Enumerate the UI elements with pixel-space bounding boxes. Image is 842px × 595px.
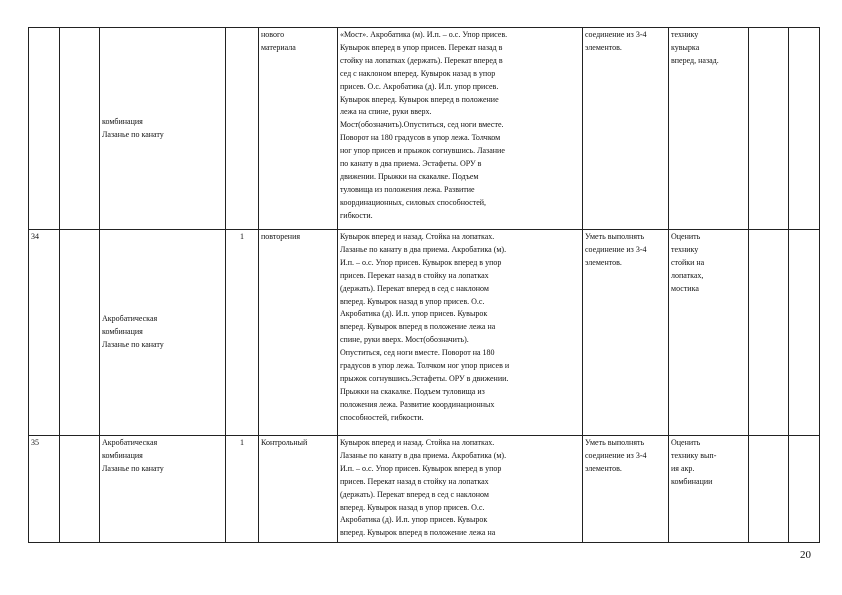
- control-text: Оценить технику стойки на лопатках, мостика: [671, 232, 705, 293]
- requirements-text: Уметь выполнять соединение из 3-4 элементов.: [585, 438, 647, 473]
- lesson-content: [338, 436, 583, 543]
- empty-cell: [789, 230, 820, 436]
- empty-cell: [789, 28, 820, 230]
- requirements-text: соединение из 3-4 элементов.: [585, 30, 647, 52]
- lesson-type-text: Контрольный: [261, 438, 308, 447]
- empty-cell: [60, 436, 100, 543]
- page-number: 20: [800, 549, 811, 561]
- table-row: [29, 230, 820, 436]
- lesson-hours: 1: [226, 230, 259, 436]
- empty-cell: [60, 230, 100, 436]
- lesson-type: [259, 28, 338, 230]
- lesson-topic: [100, 28, 226, 230]
- lesson-type: [259, 230, 338, 436]
- lesson-number: 35: [29, 436, 60, 543]
- lesson-plan-table: [28, 27, 820, 543]
- topic-text: Акробатическая комбинация Лазанье по канату: [102, 438, 164, 473]
- table-row: [29, 436, 820, 543]
- lesson-hours: [226, 28, 259, 230]
- content-text: «Мост». Акробатика (м). И.п. – о.с. Упор присев. Кувырок вперед в упор присев. Перекат назад в стойку на лопатках (держать). Перекат вперед в сед с наклоном вперед. Кувырок назад в упор присев. О.с. Акробатика (д). И.п. упор присев. Кувырок вперед. Кувырок вперед в положение лежа на спине, руки вверх. Мост(обозначить).Опуститься, сед ноги вместе. Поворот на 180 градусов в упор лежа. Толчком ног упор присев и прыжок согнувшись. Лазание по канату в два приема. Эстафеты. ОРУ в движении. Прыжки на скакалке. Подъем туловища из положения лежа. Развитие координационных, силовых способностей, гибкости.: [340, 30, 508, 220]
- lesson-type: [259, 436, 338, 543]
- content-text: Кувырок вперед и назад. Стойка на лопатках. Лазанье по канату в два приема. Акробатика (м). И.п. – о.с. Упор присев. Кувырок вперед в упор присев. Перекат назад в стойку на лопатках (держать). Перекат вперед в сед с наклоном вперед. Кувырок назад в упор присев. О.с. Акробатика (д). И.п. упор присев. Кувырок вперед. Кувырок вперед в положение лежа на: [340, 438, 507, 538]
- lesson-topic: [100, 230, 226, 436]
- lesson-topic: [100, 436, 226, 543]
- lesson-requirements: [583, 436, 669, 543]
- requirements-text: Уметь выполнять соединение из 3-4 элементов.: [585, 232, 647, 267]
- lesson-content: [338, 230, 583, 436]
- topic-text: комбинация Лазанье по канату: [102, 116, 164, 139]
- lesson-requirements: [583, 230, 669, 436]
- lesson-type-text: нового материала: [261, 30, 296, 52]
- empty-cell: [789, 436, 820, 543]
- empty-cell: [749, 230, 789, 436]
- lesson-number: 34: [29, 230, 60, 436]
- control-text: технику кувырка вперед, назад.: [671, 30, 719, 65]
- lesson-number: [29, 28, 60, 230]
- lesson-requirements: [583, 28, 669, 230]
- topic-text: Акробатическая комбинация Лазанье по канату: [102, 314, 164, 349]
- control-text: Оценить технику вып- ия акр. комбинации: [671, 438, 717, 486]
- empty-cell: [749, 436, 789, 543]
- content-text: Кувырок вперед и назад. Стойка на лопатках. Лазанье по канату в два приема. Акробатика (м). И.п. – о.с. Упор присев. Кувырок вперед в упор присев. Перекат назад в стойку на лопатках (держать). Перекат вперед в сед с наклоном вперед. Кувырок назад в упор присев. О.с. Акробатика (д). И.п. упор присев. Кувырок вперед. Кувырок вперед в положение лежа на спине, руки вверх. Мост(обозначить). Опуститься, сед ноги вместе. Поворот на 180 градусов в упор лежа. Толчком ног упор присев и прыжок согнувшись.Эстафеты. ОРУ в движении. Прыжки на скакалке. Подъем туловища из положения лежа. Развитие координационных способностей, гибкости.: [340, 232, 510, 422]
- lesson-content: [338, 28, 583, 230]
- lesson-control: [669, 230, 749, 436]
- empty-cell: [60, 28, 100, 230]
- lesson-hours: 1: [226, 436, 259, 543]
- empty-cell: [749, 28, 789, 230]
- lesson-control: [669, 436, 749, 543]
- lesson-control: [669, 28, 749, 230]
- table-row: [29, 28, 820, 230]
- lesson-type-text: повторения: [261, 232, 301, 241]
